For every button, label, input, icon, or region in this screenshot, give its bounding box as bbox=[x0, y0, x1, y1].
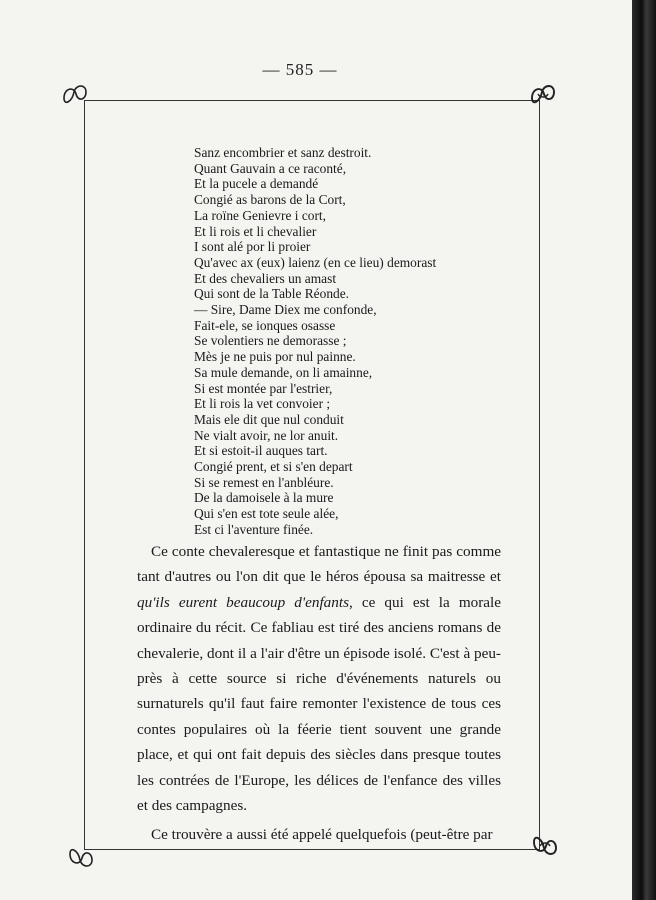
verse-line: Se volentiers ne demorasse ; bbox=[194, 333, 347, 349]
corner-flourish-bottom-right-icon bbox=[530, 830, 560, 860]
verse-block bbox=[194, 145, 514, 538]
verse-line: I sont alé por li proier bbox=[194, 239, 311, 255]
verse-line: Congié as barons de la Cort, bbox=[194, 192, 346, 208]
verse-line: Quant Gauvain a ce raconté, bbox=[194, 160, 347, 176]
italic-phrase: qu'ils eurent beaucoup d'enfants bbox=[137, 593, 349, 611]
verse-line: Fait-ele, se ionques osasse bbox=[194, 317, 336, 333]
verse-line: Sanz encombrier et sanz destroit. bbox=[194, 145, 372, 160]
book-spine bbox=[632, 0, 656, 900]
verse-line: Mès je ne puis por nul painne. bbox=[194, 349, 356, 365]
verse-line: Qu'avec ax (eux) laienz (en ce lieu) demorast bbox=[194, 254, 437, 270]
corner-flourish-top-right-icon bbox=[528, 80, 558, 110]
verse-line: — Sire, Dame Diex me confonde, bbox=[194, 302, 377, 318]
verse-line: La roïne Genievre i cort, bbox=[194, 207, 326, 223]
verse-line: Si se remest en l'anbléure. bbox=[194, 474, 334, 490]
verse-line: Sa mule demande, on li amainne, bbox=[194, 364, 373, 380]
verse-line: Ne vialt avoir, ne lor anuit. bbox=[194, 427, 339, 443]
verse-line: Et li rois et li chevalier bbox=[194, 223, 317, 239]
verse-line: Est ci l'aventure finée. bbox=[194, 521, 314, 537]
page-number: — 585 — bbox=[262, 60, 338, 79]
prose-block bbox=[137, 539, 501, 848]
verse-line: Et des chevaliers un amast bbox=[194, 270, 337, 286]
verse-line: Congié prent, et si s'en depart bbox=[194, 459, 353, 475]
corner-flourish-bottom-left-icon bbox=[66, 842, 96, 872]
corner-flourish-top-left-icon bbox=[60, 80, 90, 110]
paragraph-text: , ce qui est la morale ordinaire du récit. Ce fabliau est tiré des anciens romans de chevalerie, dont il a l'air d'être un épisode isolé. C'est à peu-près à cette source si riche d'événements naturels ou surnaturels qu'il faut faire remonter l'existence de tous ces contes populaires où la féerie tient souvent une grande place, et qui ont fait depuis des siècles dans presque toutes les contrées de l'Europe, les délices de l'enfance des villes et des campagnes. bbox=[137, 593, 501, 815]
verse-line: Mais ele dit que nul conduit bbox=[194, 411, 344, 427]
verse-line: De la damoisele à la mure bbox=[194, 490, 334, 506]
verse-line: Et si estoit-il auques tart. bbox=[194, 443, 328, 459]
verse-line: Qui s'en est tote seule alée, bbox=[194, 506, 339, 522]
verse-line: Et li rois la vet convoier ; bbox=[194, 396, 331, 412]
paragraph-continued: Ce trouvère a aussi été appelé quelquefois (peut-être par bbox=[151, 826, 493, 844]
verse-line: Et la pucele a demandé bbox=[194, 176, 319, 192]
paragraph-text: Ce conte chevaleresque et fantastique ne finit pas comme tant d'autres ou l'on dit que le héros épousa sa maitresse et bbox=[137, 543, 501, 586]
verse-line: Si est montée par l'estrier, bbox=[194, 380, 333, 396]
paragraph-commentary bbox=[137, 539, 501, 818]
verse-line: Qui sont de la Table Réonde. bbox=[194, 286, 350, 302]
